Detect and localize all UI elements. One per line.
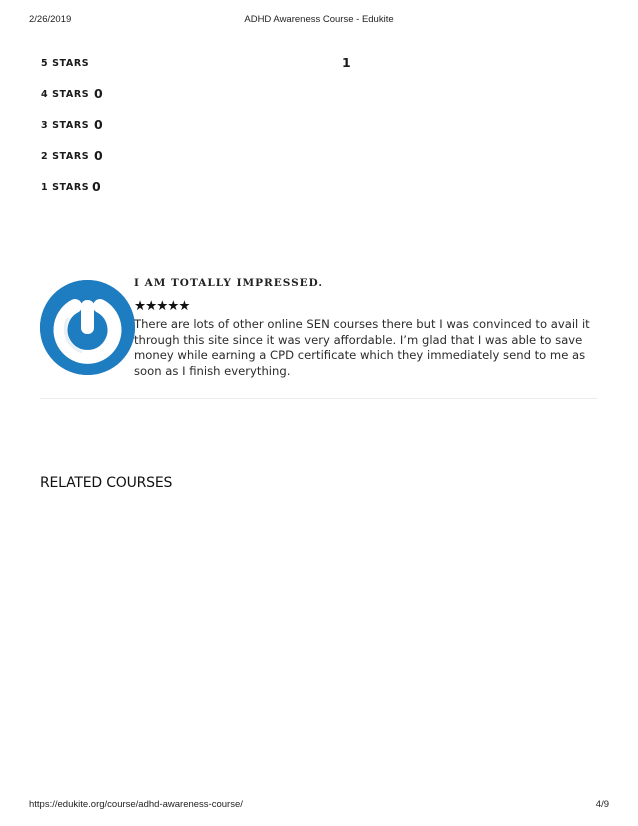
rating-count: 0 bbox=[92, 179, 101, 194]
power-logo-icon bbox=[40, 280, 135, 375]
rating-label: 2 STARS bbox=[41, 151, 90, 162]
rating-count: 0 bbox=[94, 117, 103, 132]
print-page-title: ADHD Awareness Course - Edukite bbox=[244, 14, 394, 25]
print-date: 2/26/2019 bbox=[29, 14, 72, 25]
rating-count: 0 bbox=[94, 86, 103, 101]
star-rating: ★★★★★ bbox=[134, 298, 190, 314]
rating-label: 5 STARS bbox=[41, 58, 90, 69]
rating-count: 0 bbox=[94, 148, 103, 163]
review-text: There are lots of other online SEN courses there but I was convinced to avail it through this site since it was very affordable. I’m glad that I was able to save money while earning a CPD certificate which they immediately send to me as soon as I finish everything. bbox=[134, 317, 590, 378]
rating-label: 3 STARS bbox=[41, 120, 90, 131]
rating-label: 1 STARS bbox=[41, 182, 90, 193]
review-title: I AM TOTALLY IMPRESSED. bbox=[134, 277, 324, 289]
related-courses-heading: RELATED COURSES bbox=[40, 475, 173, 491]
review-item bbox=[40, 272, 597, 399]
print-page-number: 4/9 bbox=[595, 799, 609, 810]
rating-count: 1 bbox=[342, 55, 351, 70]
avatar bbox=[40, 280, 135, 375]
rating-label: 4 STARS bbox=[41, 89, 90, 100]
print-url: https://edukite.org/course/adhd-awareness-course/ bbox=[29, 799, 243, 810]
